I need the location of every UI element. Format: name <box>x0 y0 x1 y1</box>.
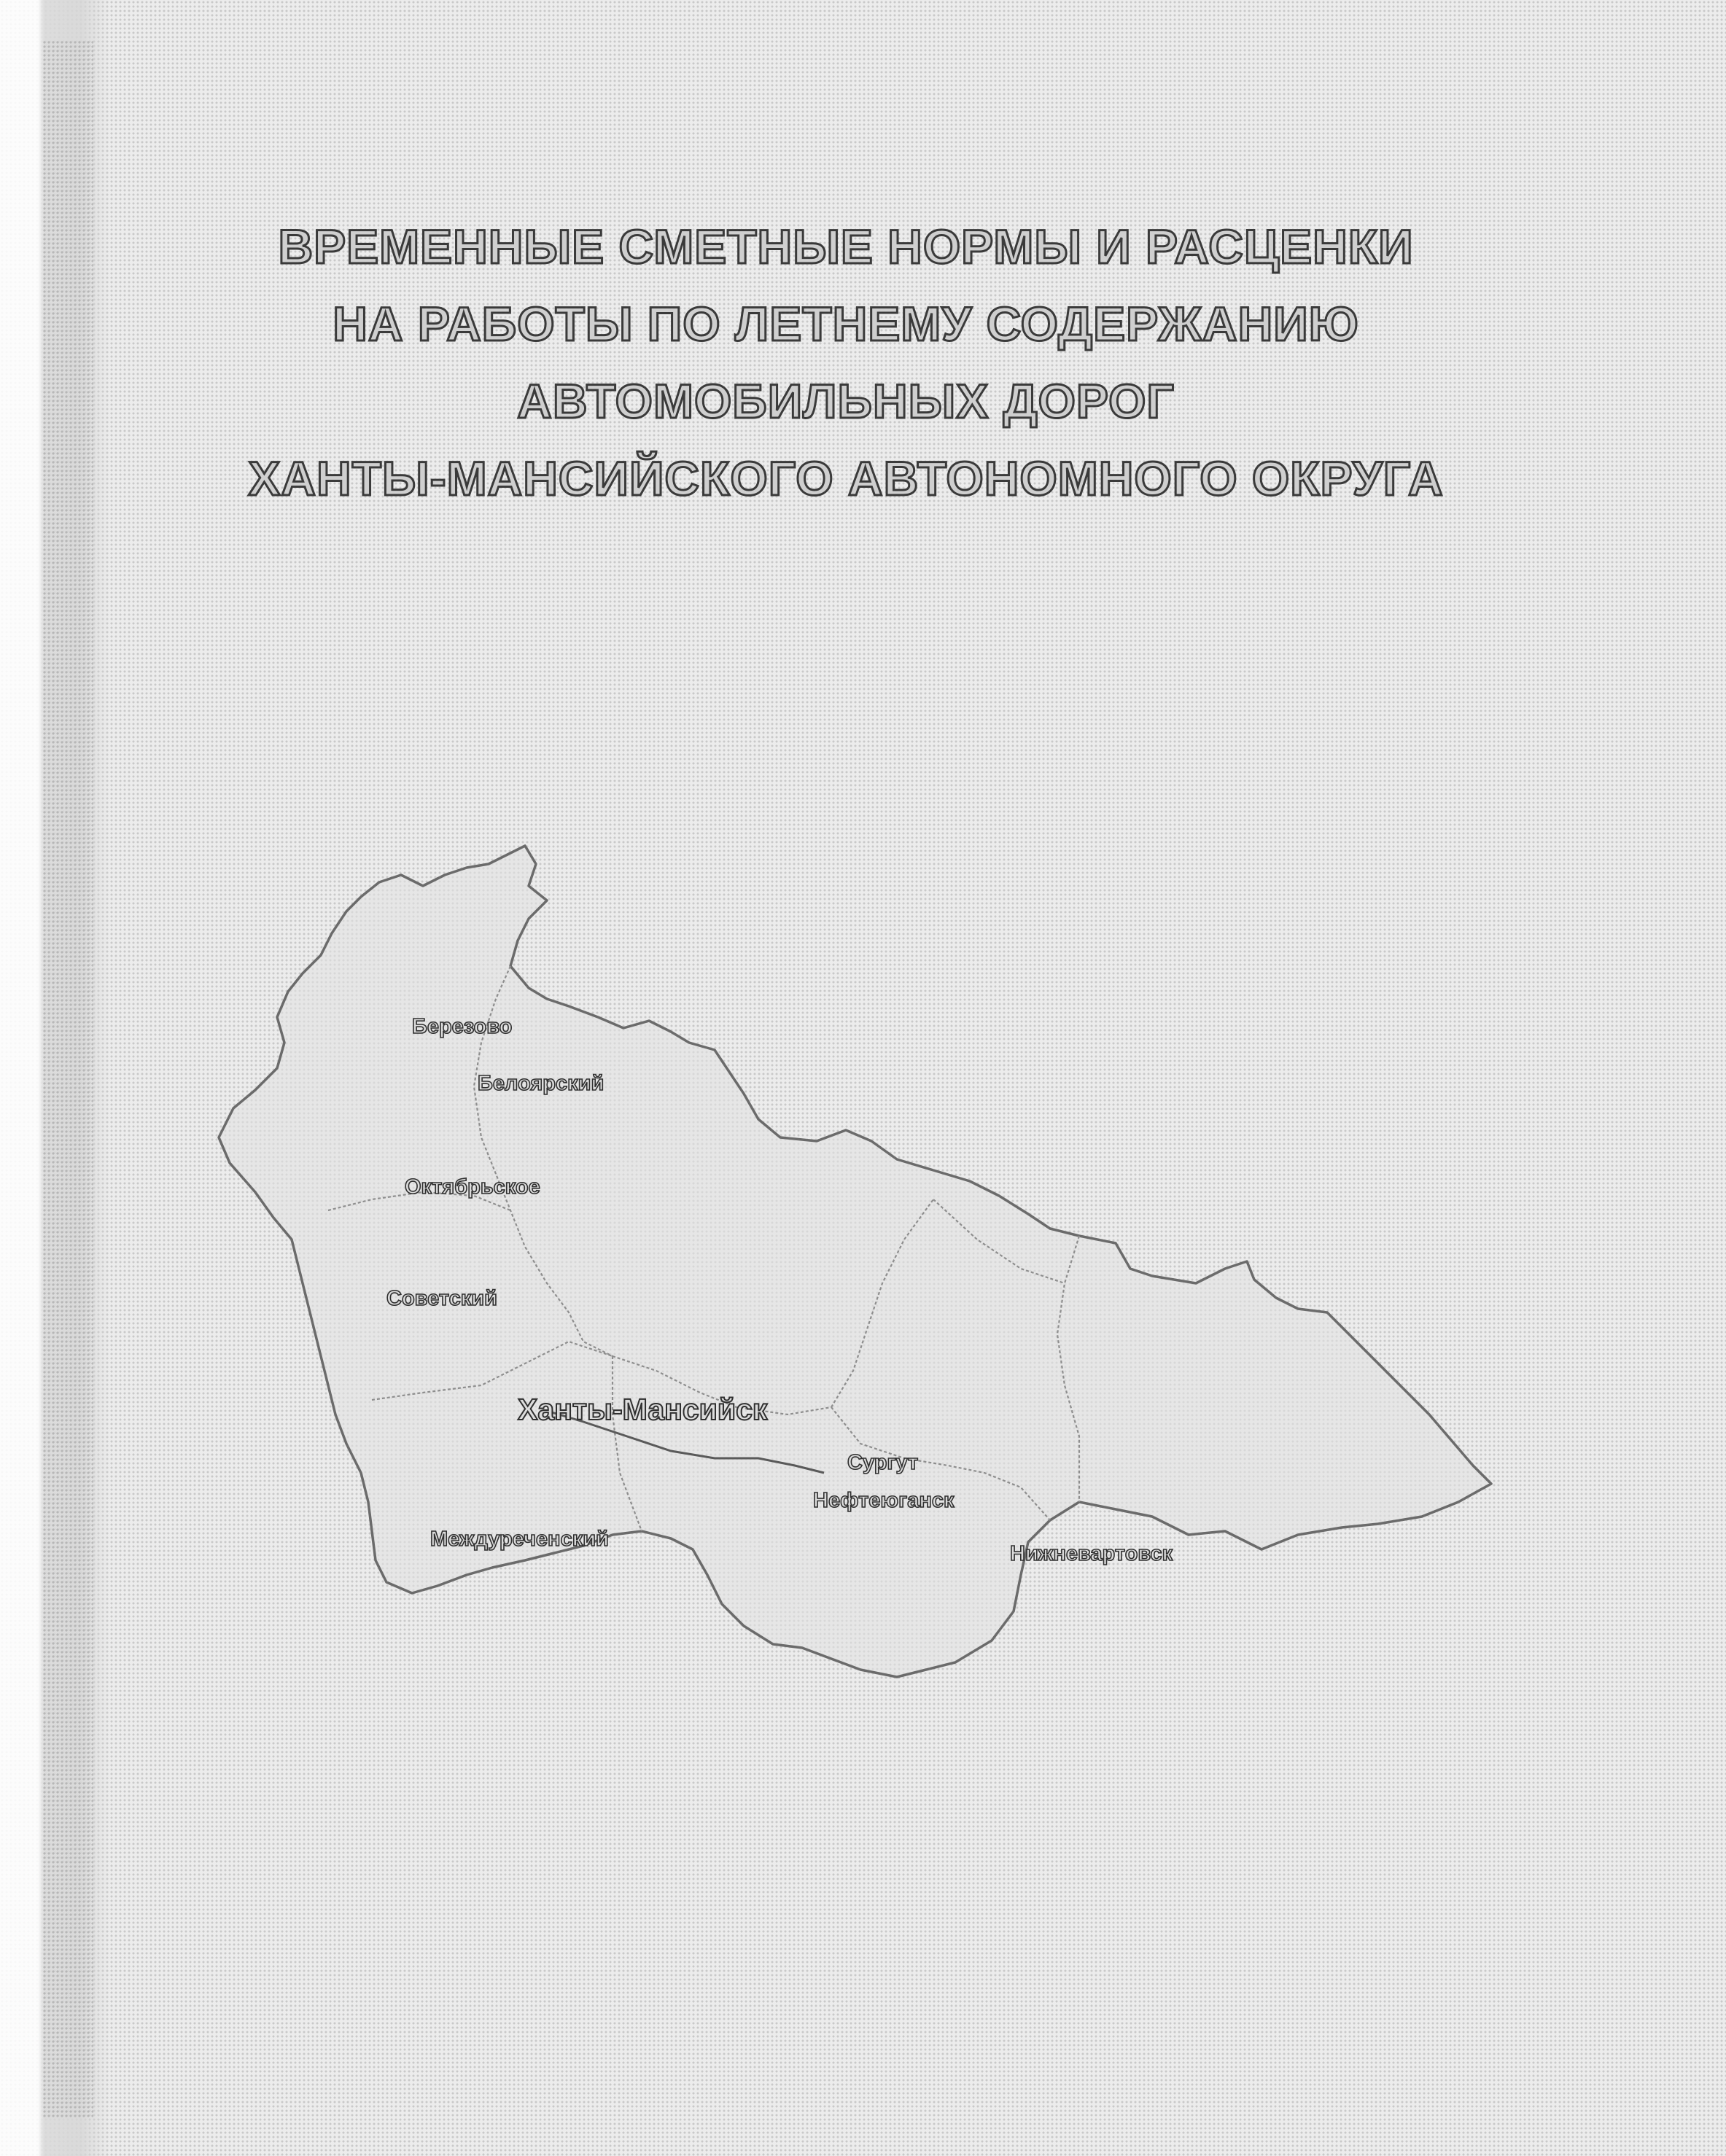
title-line-2: НА РАБОТЫ ПО ЛЕТНЕМУ СОДЕРЖАНИЮ <box>333 297 1359 351</box>
region-boundary <box>219 846 1491 1677</box>
city-surgut: Сургут <box>847 1451 919 1474</box>
title-line-4: ХАНТЫ-МАНСИЙСКОГО АВТОНОМНОГО ОКРУГА <box>248 451 1444 505</box>
city-sovetsky: Советский <box>386 1287 497 1310</box>
city-berezovo: Березово <box>412 1015 513 1038</box>
city-nizhnevartovsk: Нижневартовск <box>1010 1542 1173 1565</box>
title-line-3: АВТОМОБИЛЬНЫХ ДОРОГ <box>517 374 1175 428</box>
city-nefteyugansk: Нефтеюганск <box>813 1489 955 1512</box>
region-map <box>204 831 1509 1786</box>
title-line-1: ВРЕМЕННЫЕ СМЕТНЫЕ НОРМЫ И РАСЦЕНКИ <box>278 219 1414 273</box>
city-beloyarsky: Белоярский <box>478 1072 605 1095</box>
cover-title <box>109 208 1582 517</box>
city-mezhdurechensky: Междуреченский <box>430 1528 609 1551</box>
city-khanty-mansiysk: Ханты-Мансийск <box>518 1393 768 1426</box>
city-oktyabrskoe: Октябрьское <box>405 1175 540 1199</box>
left-band-texture <box>42 40 93 2118</box>
